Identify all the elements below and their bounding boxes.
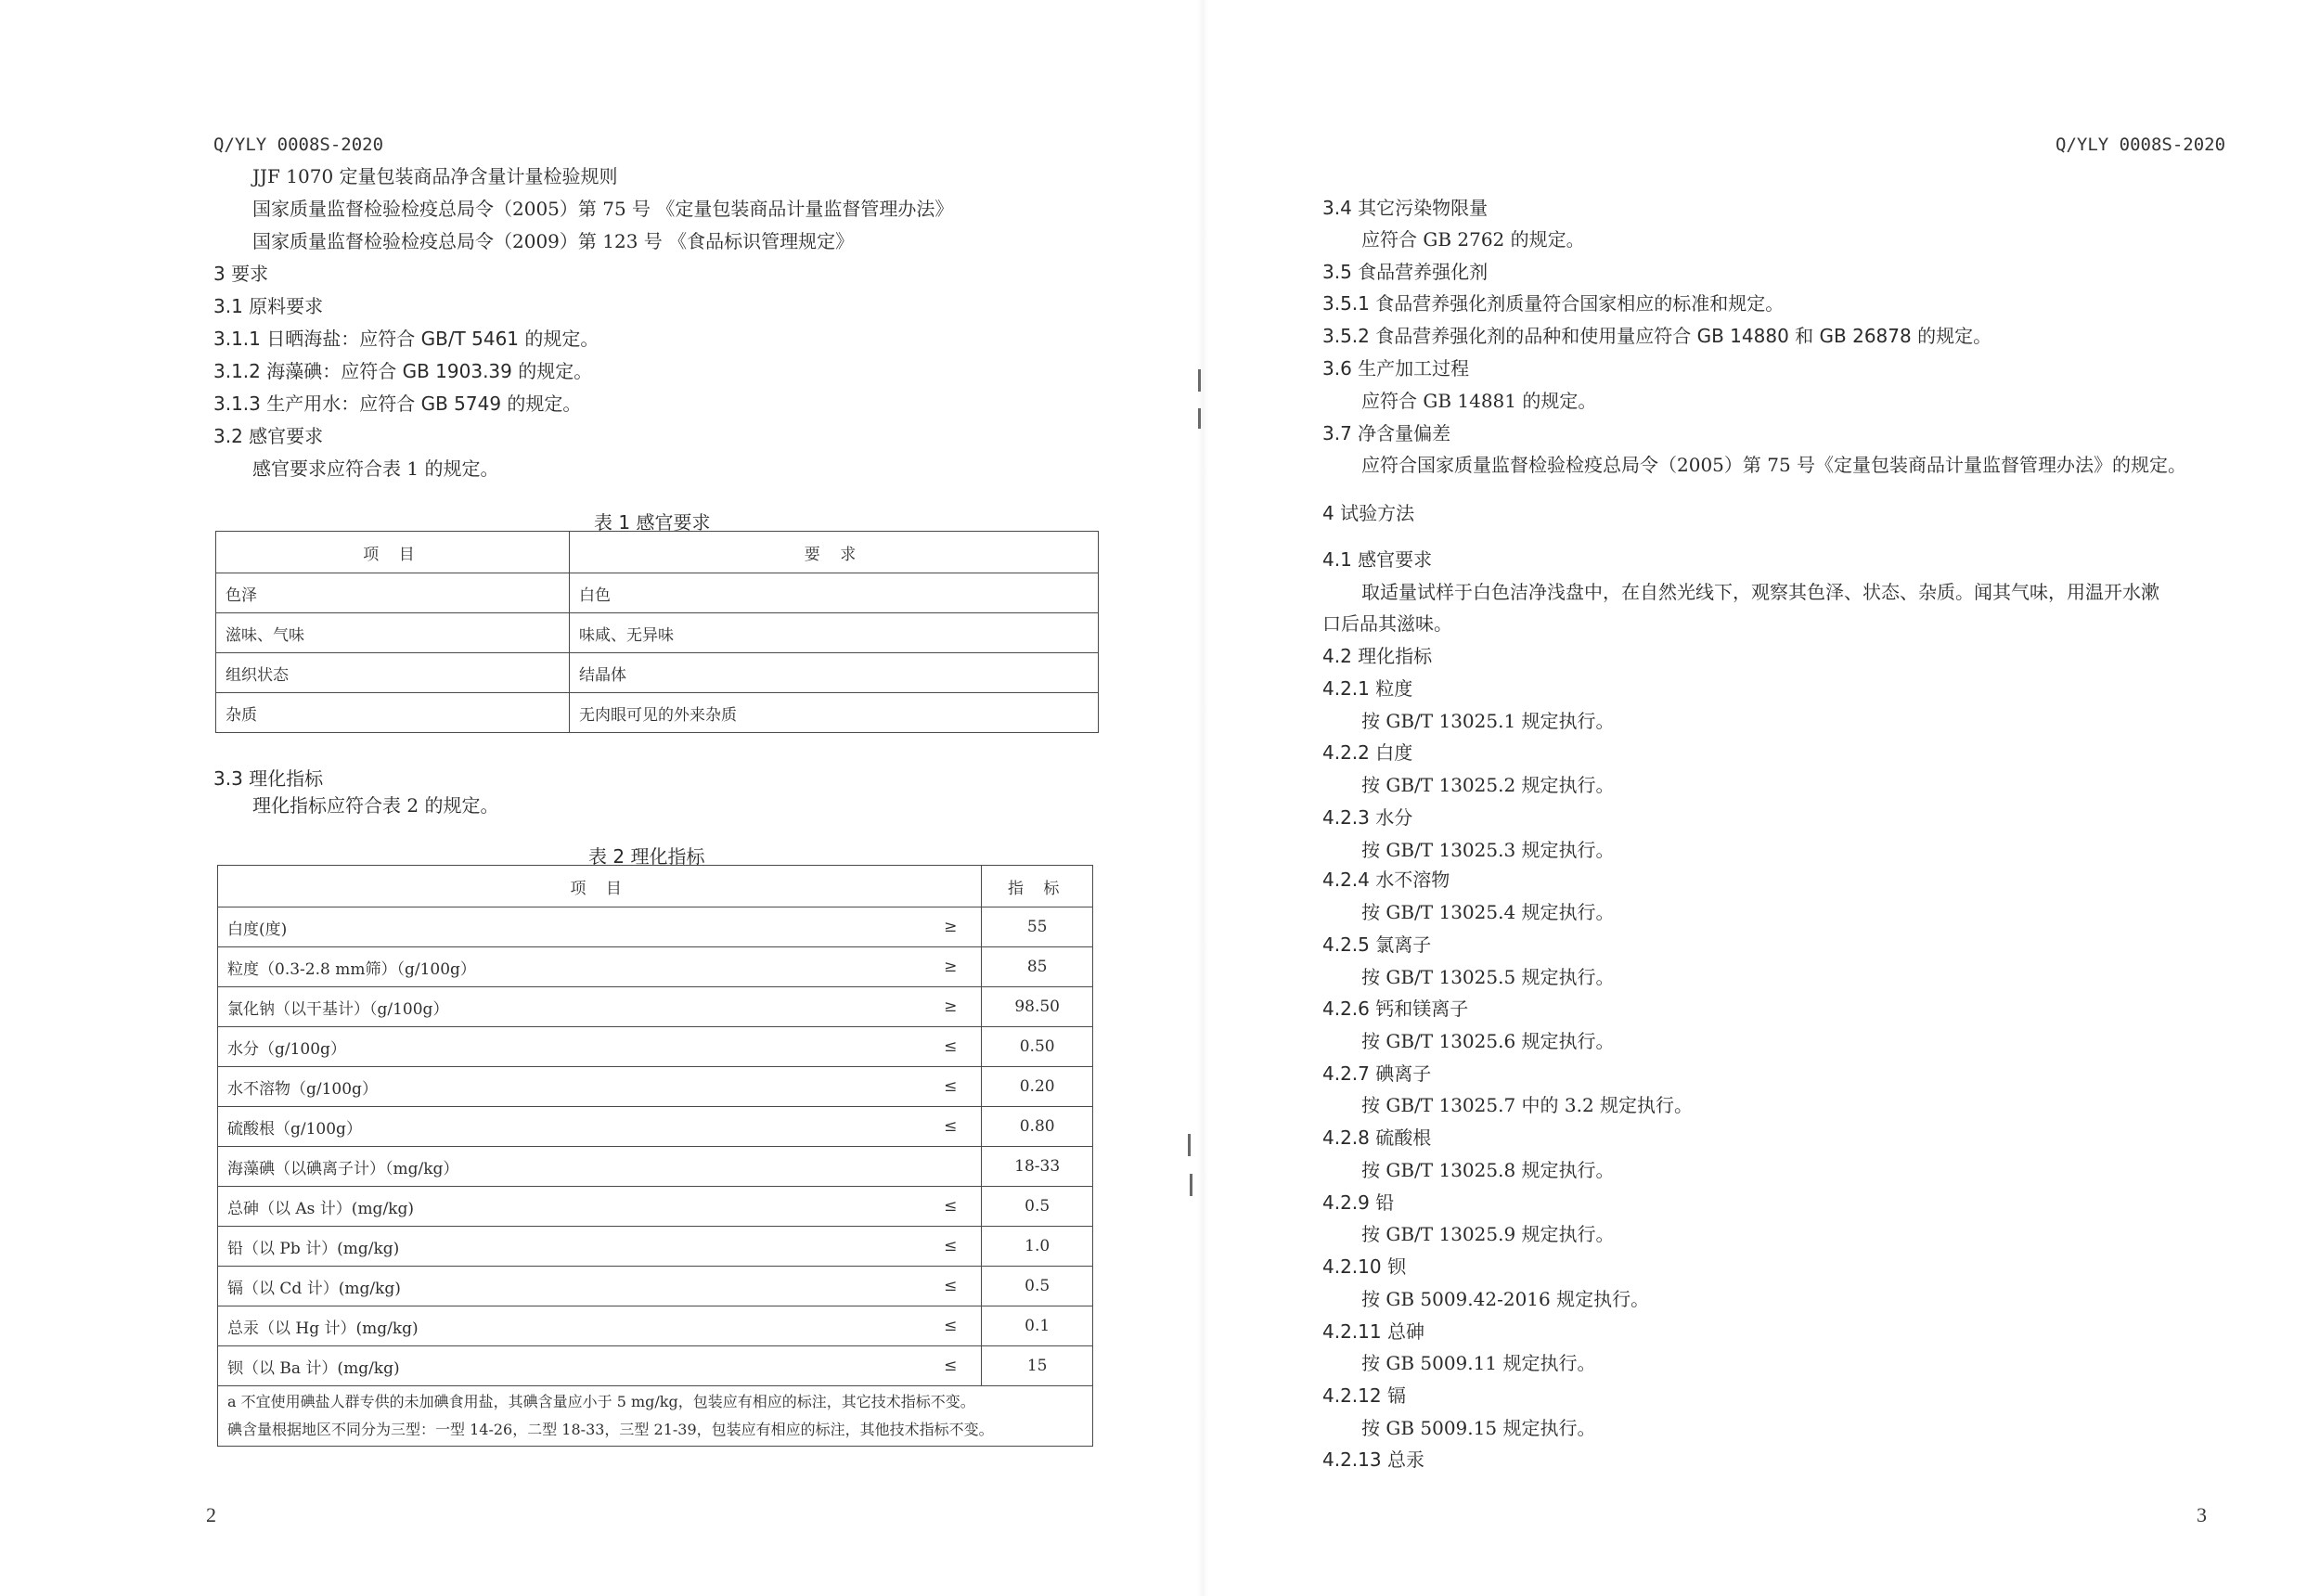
table-cell: 0.50 [982, 1027, 1093, 1067]
ref-line: 国家质量监督检验检疫总局令（2005）第 75 号 《定量包装商品计量监督管理办法》 [252, 198, 954, 220]
section-heading: 3.5 食品营养强化剂 [1322, 261, 1489, 283]
paragraph: 按 GB/T 13025.4 规定执行。 [1361, 901, 1615, 923]
clause-text: 3.1.2 海藻碘：应符合 GB 1903.39 的规定。 [213, 360, 593, 382]
table-cell: 味咸、无异味 [570, 613, 1099, 653]
table-cell: 1.0 [982, 1227, 1093, 1267]
sensory-table [215, 531, 1099, 733]
table-row [218, 1187, 1093, 1227]
section-heading: 4.2.12 镉 [1322, 1384, 1406, 1407]
table1-caption: 表 1 感官要求 [594, 511, 711, 534]
table-cell: ≥ [868, 987, 982, 1027]
table-cell: ≥ [868, 907, 982, 947]
table-cell: 水不溶物（g/100g） [218, 1067, 868, 1107]
table-cell: 粒度（0.3-2.8 mm筛）（g/100g） [218, 947, 868, 987]
section-heading: 4.2.7 碘离子 [1322, 1062, 1432, 1085]
table-cell: 85 [982, 947, 1093, 987]
paragraph: 感官要求应符合表 1 的规定。 [252, 457, 499, 480]
section-heading: 4 试验方法 [1322, 502, 1415, 524]
table-cell: 组织状态 [216, 653, 570, 693]
table-cell: 结晶体 [570, 653, 1099, 693]
right-header: Q/YLY 0008S-2020 [2056, 135, 2226, 155]
table-row [218, 1067, 1093, 1107]
section-heading: 4.2 理化指标 [1322, 645, 1433, 667]
table-cell: 15 [982, 1346, 1093, 1386]
table-row [218, 947, 1093, 987]
right-page [1160, 0, 2320, 1596]
paragraph: 按 GB 5009.15 规定执行。 [1361, 1417, 1596, 1439]
table-cell: 水分（g/100g） [218, 1027, 868, 1067]
table-cell: ≤ [868, 1227, 982, 1267]
section-heading: 4.2.4 水不溶物 [1322, 869, 1450, 891]
section-heading: 4.2.6 钙和镁离子 [1322, 998, 1469, 1020]
table-cell: 总汞（以 Hg 计）(mg/kg) [218, 1306, 868, 1346]
clause-text: 3.5.2 食品营养强化剂的品种和使用量应符合 GB 14880 和 GB 26878 的规定。 [1322, 325, 1992, 347]
section-heading: 4.2.13 总汞 [1322, 1448, 1424, 1471]
table-cell: ≤ [868, 1027, 982, 1067]
table-cell: 98.50 [982, 987, 1093, 1027]
paragraph: 应符合 GB 2762 的规定。 [1361, 228, 1585, 251]
section-heading: 3.2 感官要求 [213, 425, 324, 447]
clause-text: 3.5.1 食品营养强化剂质量符合国家相应的标准和规定。 [1322, 292, 1785, 315]
table-cell: 白色 [570, 573, 1099, 613]
table-cell: ≤ [868, 1107, 982, 1147]
table-cell: 0.5 [982, 1187, 1093, 1227]
table-cell: 0.1 [982, 1306, 1093, 1346]
table-header-cell: 要 求 [570, 532, 1099, 573]
section-heading: 4.2.10 钡 [1322, 1255, 1406, 1278]
table-cell: ≤ [868, 1306, 982, 1346]
section-heading: 3.4 其它污染物限量 [1322, 197, 1489, 219]
paragraph: 按 GB 5009.42-2016 规定执行。 [1361, 1288, 1650, 1310]
section-heading: 4.2.11 总砷 [1322, 1320, 1424, 1343]
table-cell: ≤ [868, 1346, 982, 1386]
table-row [216, 653, 1099, 693]
table-cell: 0.5 [982, 1267, 1093, 1306]
page-number: 3 [2197, 1503, 2207, 1526]
table-cell: 18-33 [982, 1147, 1093, 1187]
table-cell: 钡（以 Ba 计）(mg/kg) [218, 1346, 868, 1386]
table-cell: 白度(度) [218, 907, 868, 947]
table-row [218, 1027, 1093, 1067]
clause-text: 3.1.3 生产用水：应符合 GB 5749 的规定。 [213, 393, 582, 415]
table-header-cell: 项 目 [216, 532, 570, 573]
table-cell: 0.20 [982, 1067, 1093, 1107]
table2-caption: 表 2 理化指标 [588, 845, 705, 868]
ref-line: 国家质量监督检验检疫总局令（2009）第 123 号 《食品标识管理规定》 [252, 230, 855, 252]
table-cell: 无肉眼可见的外来杂质 [570, 693, 1099, 733]
table-cell: ≤ [868, 1067, 982, 1107]
paragraph: 按 GB/T 13025.5 规定执行。 [1361, 966, 1615, 988]
table-row [218, 1227, 1093, 1267]
section-heading: 3.1 原料要求 [213, 295, 324, 317]
section-heading: 4.2.5 氯离子 [1322, 933, 1432, 956]
table-row [218, 1267, 1093, 1306]
page-number: 2 [206, 1503, 216, 1526]
clause-text: 3.1.1 日晒海盐：应符合 GB/T 5461 的规定。 [213, 328, 599, 350]
table-cell: 滋味、气味 [216, 613, 570, 653]
paragraph: 理化指标应符合表 2 的规定。 [252, 794, 499, 817]
paragraph: 按 GB/T 13025.6 规定执行。 [1361, 1030, 1615, 1052]
paragraph: 应符合 GB 14881 的规定。 [1361, 390, 1597, 412]
table-cell: 氯化钠（以干基计）（g/100g） [218, 987, 868, 1027]
table-note-line: 碘含量根据地区不同分为三型：一型 14-26，二型 18-33，三型 21-39，包装应有相应的标注，其他技术指标不变。 [227, 1421, 994, 1438]
section-heading: 3.3 理化指标 [213, 767, 324, 790]
section-heading: 4.2.8 硫酸根 [1322, 1126, 1432, 1149]
paragraph: 按 GB/T 13025.9 规定执行。 [1361, 1223, 1615, 1245]
table-cell: 硫酸根（g/100g） [218, 1107, 868, 1147]
table-cell: 杂质 [216, 693, 570, 733]
section-heading: 4.2.1 粒度 [1322, 677, 1413, 700]
paragraph: 按 GB/T 13025.1 规定执行。 [1361, 710, 1615, 732]
table-cell: ≥ [868, 947, 982, 987]
paragraph: 按 GB 5009.11 规定执行。 [1361, 1352, 1596, 1374]
table-row [218, 987, 1093, 1027]
table-note-row [218, 1386, 1093, 1447]
table-cell: 总砷（以 As 计）(mg/kg) [218, 1187, 868, 1227]
table-cell: ≤ [868, 1267, 982, 1306]
table-cell: 海藻碘（以碘离子计）（mg/kg） [218, 1147, 868, 1187]
table-header-cell: 项 目 [218, 866, 982, 907]
table-row [218, 907, 1093, 947]
paragraph: 按 GB/T 13025.2 规定执行。 [1361, 774, 1615, 796]
table-row [218, 1147, 1093, 1187]
paragraph: 取适量试样于白色洁净浅盘中，在自然光线下，观察其色泽、状态、杂质。闻其气味，用温开水漱 [1361, 581, 2159, 603]
table-cell: 镉（以 Cd 计）(mg/kg) [218, 1267, 868, 1306]
table-cell: 铅（以 Pb 计）(mg/kg) [218, 1227, 868, 1267]
section-heading: 4.1 感官要求 [1322, 548, 1433, 571]
paragraph: 按 GB/T 13025.3 规定执行。 [1361, 839, 1615, 861]
table-note-line: a 不宜使用碘盐人群专供的未加碘食用盐，其碘含量应小于 5 mg/kg，包装应有相应的标注，其它技术指标不变。 [227, 1393, 975, 1410]
section-heading: 4.2.3 水分 [1322, 806, 1413, 829]
table-row [216, 573, 1099, 613]
paragraph: 口后品其滋味。 [1322, 612, 1452, 635]
table-cell: 0.80 [982, 1107, 1093, 1147]
section-heading: 4.2.9 铅 [1322, 1191, 1395, 1214]
section-heading: 4.2.2 白度 [1322, 741, 1413, 764]
ref-line: JJF 1070 定量包装商品净含量计量检验规则 [252, 165, 618, 187]
paragraph: 按 GB/T 13025.8 规定执行。 [1361, 1159, 1615, 1181]
table-header-cell: 指 标 [982, 866, 1093, 907]
table-row [218, 1346, 1093, 1386]
table-cell: 色泽 [216, 573, 570, 613]
section-heading: 3.6 生产加工过程 [1322, 357, 1470, 380]
table-row [218, 1306, 1093, 1346]
table-cell [868, 1147, 982, 1187]
table-row [216, 613, 1099, 653]
paragraph: 按 GB/T 13025.7 中的 3.2 规定执行。 [1361, 1094, 1694, 1116]
table-cell: ≤ [868, 1187, 982, 1227]
table-row [218, 1107, 1093, 1147]
physicochemical-table [217, 865, 1093, 1447]
table-row [216, 693, 1099, 733]
table-note [218, 1386, 1093, 1447]
section-heading: 3 要求 [213, 263, 269, 285]
section-heading: 3.7 净含量偏差 [1322, 422, 1451, 444]
left-header: Q/YLY 0008S-2020 [213, 135, 384, 155]
paragraph: 应符合国家质量监督检验检疫总局令（2005）第 75 号《定量包装商品计量监督管理办法》的规定。 [1361, 454, 2187, 476]
table-cell: 55 [982, 907, 1093, 947]
